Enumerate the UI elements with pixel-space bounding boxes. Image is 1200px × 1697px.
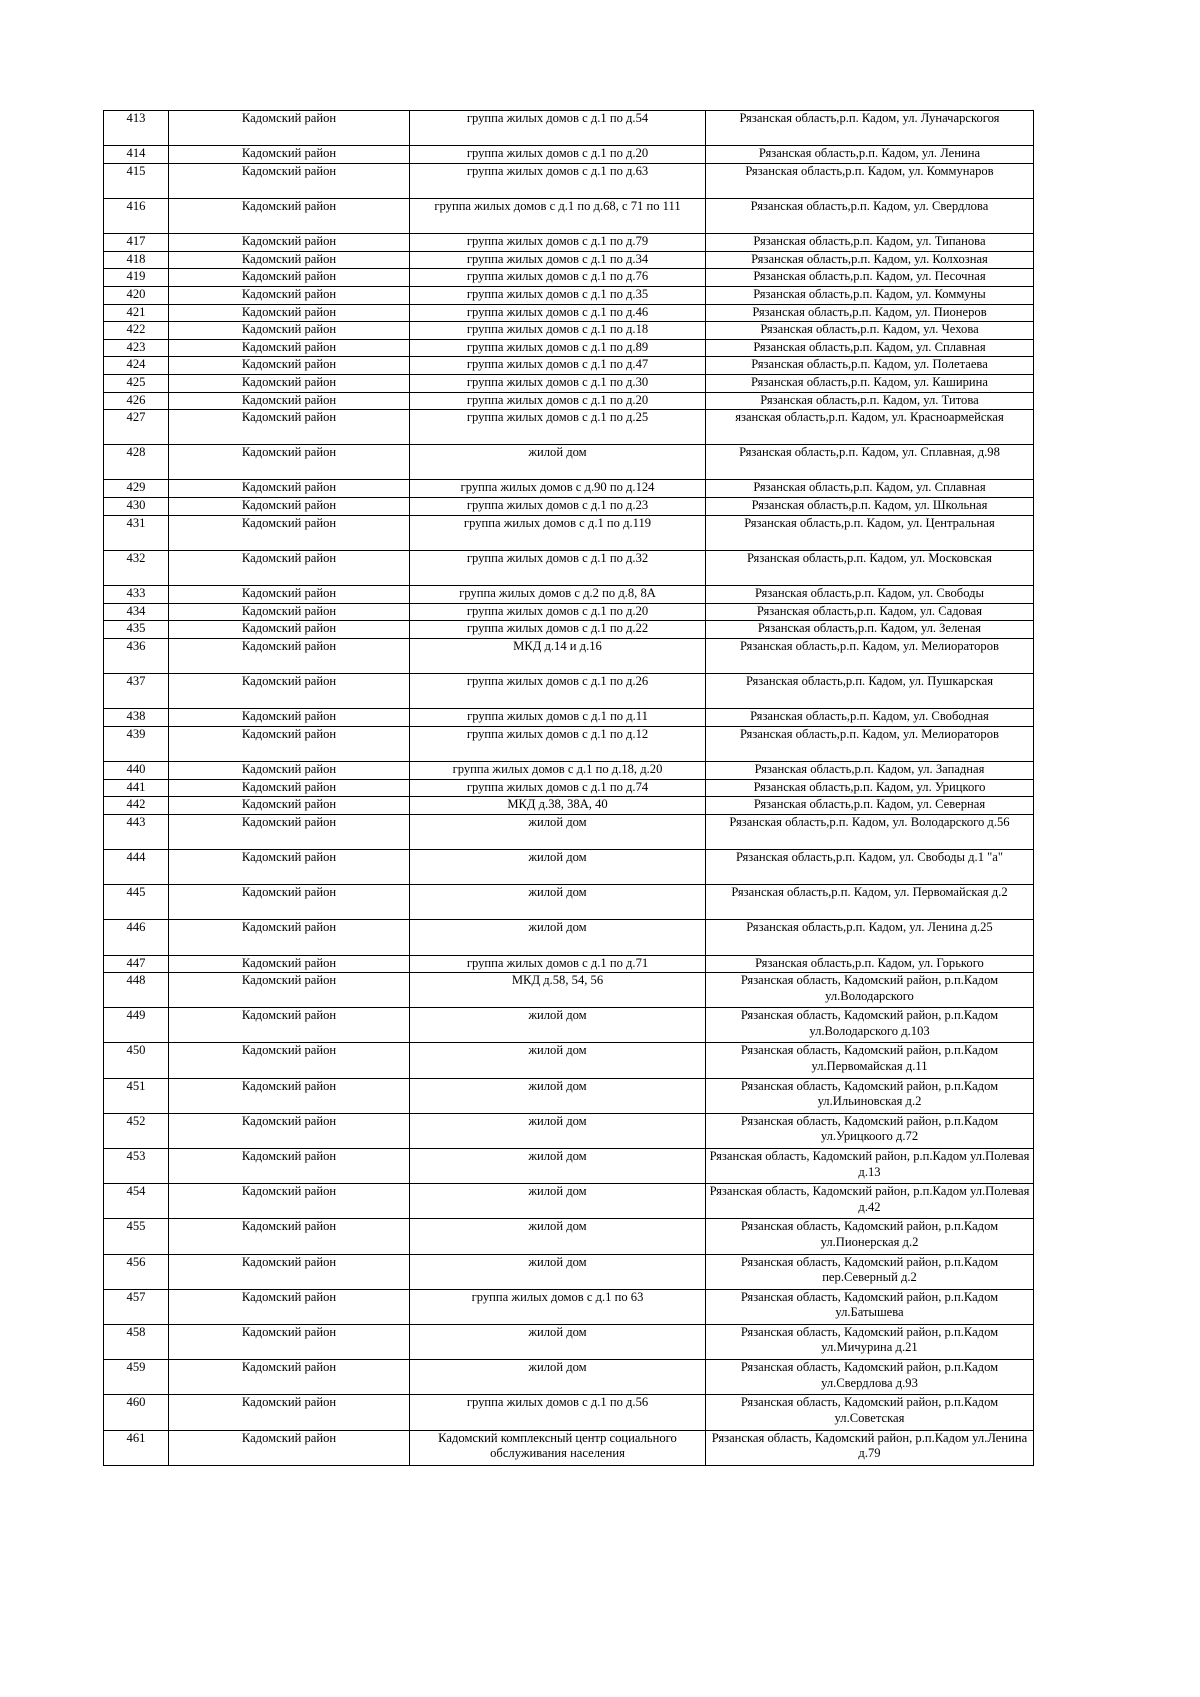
object-cell: группа жилых домов с д.1 по д.18, д.20 [410, 761, 706, 779]
district-cell: Кадомский район [169, 251, 410, 269]
district-cell: Кадомский район [169, 849, 410, 884]
table-row [104, 445, 1034, 480]
row-number-cell: 433 [104, 586, 169, 604]
table-row [104, 779, 1034, 797]
address-cell: Рязанская область, Кадомский район, р.п.Кадом ул.Пионерская д.2 [706, 1219, 1034, 1254]
table-row [104, 1043, 1034, 1078]
row-number-cell: 413 [104, 111, 169, 146]
table-row [104, 374, 1034, 392]
address-cell: Рязанская область,р.п. Кадом, ул. Западная [706, 761, 1034, 779]
address-cell: Рязанская область,р.п. Кадом, ул. Колхозная [706, 251, 1034, 269]
row-number-cell: 450 [104, 1043, 169, 1078]
table-row [104, 674, 1034, 709]
district-cell: Кадомский район [169, 603, 410, 621]
object-cell: МКД д.58, 54, 56 [410, 973, 706, 1008]
address-cell: Рязанская область,р.п. Кадом, ул. Садовая [706, 603, 1034, 621]
address-cell: Рязанская область,р.п. Кадом, ул. Горького [706, 955, 1034, 973]
object-cell: группа жилых домов с д.1 по д.25 [410, 410, 706, 445]
row-number-cell: 444 [104, 849, 169, 884]
row-number-cell: 440 [104, 761, 169, 779]
address-cell: Рязанская область,р.п. Кадом, ул. Сплавная [706, 480, 1034, 498]
table-row [104, 726, 1034, 761]
table-row [104, 410, 1034, 445]
object-cell: группа жилых домов с д.2 по д.8, 8А [410, 586, 706, 604]
object-cell: группа жилых домов с д.1 по д.22 [410, 621, 706, 639]
district-cell: Кадомский район [169, 1254, 410, 1289]
row-number-cell: 460 [104, 1395, 169, 1430]
table-row [104, 357, 1034, 375]
address-cell: Рязанская область, Кадомский район, р.п.Кадом ул.Ленина д.79 [706, 1430, 1034, 1465]
object-cell: группа жилых домов с д.1 по д.32 [410, 550, 706, 585]
object-cell: жилой дом [410, 920, 706, 955]
object-cell: группа жилых домов с д.1 по д.71 [410, 955, 706, 973]
address-cell: Рязанская область, Кадомский район, р.п.Кадом ул.Володарского [706, 973, 1034, 1008]
address-cell: Рязанская область, Кадомский район, р.п.Кадом ул.Свердлова д.93 [706, 1360, 1034, 1395]
row-number-cell: 422 [104, 322, 169, 340]
address-cell: Рязанская область,р.п. Кадом, ул. Московская [706, 550, 1034, 585]
object-cell: группа жилых домов с д.1 по д.54 [410, 111, 706, 146]
row-number-cell: 436 [104, 638, 169, 673]
table-row [104, 269, 1034, 287]
address-cell: Рязанская область,р.п. Кадом, ул. Мелиораторов [706, 726, 1034, 761]
table-row [104, 1219, 1034, 1254]
row-number-cell: 456 [104, 1254, 169, 1289]
object-cell: жилой дом [410, 814, 706, 849]
row-number-cell: 448 [104, 973, 169, 1008]
address-cell: Рязанская область,р.п. Кадом, ул. Первомайская д.2 [706, 885, 1034, 920]
row-number-cell: 414 [104, 146, 169, 164]
table-row [104, 339, 1034, 357]
address-cell: Рязанская область, Кадомский район, р.п.Кадом ул.Ильиновская д.2 [706, 1078, 1034, 1113]
object-cell: группа жилых домов с д.1 по д.30 [410, 374, 706, 392]
object-cell: жилой дом [410, 1254, 706, 1289]
table-row [104, 1254, 1034, 1289]
district-cell: Кадомский район [169, 339, 410, 357]
object-cell: МКД д.14 и д.16 [410, 638, 706, 673]
object-cell: группа жилых домов с д.1 по д.18 [410, 322, 706, 340]
table-row [104, 198, 1034, 233]
object-cell: группа жилых домов с д.1 по д.76 [410, 269, 706, 287]
object-cell: группа жилых домов с д.1 по д.11 [410, 709, 706, 727]
district-cell: Кадомский район [169, 709, 410, 727]
row-number-cell: 459 [104, 1360, 169, 1395]
table-row [104, 1360, 1034, 1395]
row-number-cell: 443 [104, 814, 169, 849]
row-number-cell: 449 [104, 1008, 169, 1043]
address-cell: Рязанская область,р.п. Кадом, ул. Сплавная [706, 339, 1034, 357]
table-row [104, 304, 1034, 322]
address-cell: Рязанская область,р.п. Кадом, ул. Свободы [706, 586, 1034, 604]
district-cell: Кадомский район [169, 111, 410, 146]
row-number-cell: 455 [104, 1219, 169, 1254]
address-cell: Рязанская область, Кадомский район, р.п.Кадом ул.Полевая д.13 [706, 1149, 1034, 1184]
district-cell: Кадомский район [169, 198, 410, 233]
table-row [104, 111, 1034, 146]
table-row [104, 638, 1034, 673]
object-cell: жилой дом [410, 1113, 706, 1148]
object-cell: группа жилых домов с д.1 по д.35 [410, 286, 706, 304]
address-cell: Рязанская область, Кадомский район, р.п.Кадом ул.Батышева [706, 1289, 1034, 1324]
row-number-cell: 418 [104, 251, 169, 269]
district-cell: Кадомский район [169, 1008, 410, 1043]
row-number-cell: 438 [104, 709, 169, 727]
table-row [104, 163, 1034, 198]
district-cell: Кадомский район [169, 163, 410, 198]
object-cell: жилой дом [410, 1043, 706, 1078]
table-row [104, 761, 1034, 779]
table-row [104, 1078, 1034, 1113]
row-number-cell: 458 [104, 1324, 169, 1359]
table-row [104, 286, 1034, 304]
object-cell: группа жилых домов с д.90 по д.124 [410, 480, 706, 498]
district-cell: Кадомский район [169, 146, 410, 164]
table-row [104, 1008, 1034, 1043]
district-cell: Кадомский район [169, 304, 410, 322]
row-number-cell: 437 [104, 674, 169, 709]
table-row [104, 955, 1034, 973]
row-number-cell: 415 [104, 163, 169, 198]
object-cell: группа жилых домов с д.1 по д.12 [410, 726, 706, 761]
object-cell: группа жилых домов с д.1 по д.20 [410, 146, 706, 164]
object-cell: группа жилых домов с д.1 по д.20 [410, 392, 706, 410]
table-row [104, 392, 1034, 410]
table-row [104, 849, 1034, 884]
object-cell: группа жилых домов с д.1 по д.20 [410, 603, 706, 621]
object-cell: группа жилых домов с д.1 по д.47 [410, 357, 706, 375]
row-number-cell: 416 [104, 198, 169, 233]
address-cell: Рязанская область,р.п. Кадом, ул. Сплавная, д.98 [706, 445, 1034, 480]
address-cell: Рязанская область,р.п. Кадом, ул. Каширина [706, 374, 1034, 392]
district-cell: Кадомский район [169, 674, 410, 709]
row-number-cell: 425 [104, 374, 169, 392]
object-cell: МКД д.38, 38А, 40 [410, 797, 706, 815]
object-cell: жилой дом [410, 1078, 706, 1113]
table-row [104, 814, 1034, 849]
address-cell: Рязанская область, Кадомский район, р.п.Кадом ул.Володарского д.103 [706, 1008, 1034, 1043]
object-cell: группа жилых домов с д.1 по д.23 [410, 498, 706, 516]
address-cell: язанская область,р.п. Кадом, ул. Красноармейская [706, 410, 1034, 445]
district-cell: Кадомский район [169, 920, 410, 955]
table-row [104, 322, 1034, 340]
address-cell: Рязанская область,р.п. Кадом, ул. Мелиораторов [706, 638, 1034, 673]
district-cell: Кадомский район [169, 1395, 410, 1430]
row-number-cell: 445 [104, 885, 169, 920]
district-cell: Кадомский район [169, 1113, 410, 1148]
address-cell: Рязанская область,р.п. Кадом, ул. Ленина д.25 [706, 920, 1034, 955]
row-number-cell: 454 [104, 1184, 169, 1219]
row-number-cell: 430 [104, 498, 169, 516]
district-cell: Кадомский район [169, 322, 410, 340]
district-cell: Кадомский район [169, 498, 410, 516]
district-cell: Кадомский район [169, 1043, 410, 1078]
row-number-cell: 432 [104, 550, 169, 585]
row-number-cell: 429 [104, 480, 169, 498]
table-row [104, 621, 1034, 639]
object-cell: жилой дом [410, 1184, 706, 1219]
row-number-cell: 423 [104, 339, 169, 357]
row-number-cell: 461 [104, 1430, 169, 1465]
object-cell: группа жилых домов с д.1 по д.68, с 71 по 111 [410, 198, 706, 233]
table-row [104, 1430, 1034, 1465]
document-sheet [103, 110, 1033, 1466]
table-row [104, 1289, 1034, 1324]
table-row [104, 603, 1034, 621]
object-cell: жилой дом [410, 1219, 706, 1254]
address-cell: Рязанская область, Кадомский район, р.п.Кадом ул.Полевая д.42 [706, 1184, 1034, 1219]
district-cell: Кадомский район [169, 1430, 410, 1465]
object-cell: Кадомский комплексный центр социального обслуживания населения [410, 1430, 706, 1465]
table-row [104, 234, 1034, 252]
district-cell: Кадомский район [169, 621, 410, 639]
object-cell: группа жилых домов с д.1 по д.63 [410, 163, 706, 198]
address-cell: Рязанская область,р.п. Кадом, ул. Ленина [706, 146, 1034, 164]
district-cell: Кадомский район [169, 550, 410, 585]
address-cell: Рязанская область,р.п. Кадом, ул. Свердлова [706, 198, 1034, 233]
table-row [104, 146, 1034, 164]
row-number-cell: 451 [104, 1078, 169, 1113]
district-cell: Кадомский район [169, 797, 410, 815]
address-cell: Рязанская область,р.п. Кадом, ул. Урицкого [706, 779, 1034, 797]
row-number-cell: 446 [104, 920, 169, 955]
row-number-cell: 453 [104, 1149, 169, 1184]
object-cell: жилой дом [410, 445, 706, 480]
object-cell: группа жилых домов с д.1 по д.89 [410, 339, 706, 357]
address-cell: Рязанская область, Кадомский район, р.п.Кадом пер.Северный д.2 [706, 1254, 1034, 1289]
district-cell: Кадомский район [169, 973, 410, 1008]
address-cell: Рязанская область, Кадомский район, р.п.Кадом ул.Первомайская д.11 [706, 1043, 1034, 1078]
row-number-cell: 428 [104, 445, 169, 480]
district-cell: Кадомский район [169, 286, 410, 304]
object-cell: жилой дом [410, 1324, 706, 1359]
row-number-cell: 441 [104, 779, 169, 797]
district-cell: Кадомский район [169, 761, 410, 779]
address-cell: Рязанская область,р.п. Кадом, ул. Полетаева [706, 357, 1034, 375]
address-cell: Рязанская область,р.п. Кадом, ул. Песочная [706, 269, 1034, 287]
district-cell: Кадомский район [169, 1149, 410, 1184]
table-row [104, 920, 1034, 955]
object-cell: группа жилых домов с д.1 по д.79 [410, 234, 706, 252]
row-number-cell: 426 [104, 392, 169, 410]
address-cell: Рязанская область,р.п. Кадом, ул. Титова [706, 392, 1034, 410]
object-cell: группа жилых домов с д.1 по д.56 [410, 1395, 706, 1430]
table-row [104, 550, 1034, 585]
row-number-cell: 434 [104, 603, 169, 621]
object-cell: группа жилых домов с д.1 по д.119 [410, 515, 706, 550]
table-row [104, 885, 1034, 920]
table-row [104, 797, 1034, 815]
district-cell: Кадомский район [169, 1184, 410, 1219]
address-cell: Рязанская область,р.п. Кадом, ул. Школьная [706, 498, 1034, 516]
district-cell: Кадомский район [169, 410, 410, 445]
table-row [104, 1184, 1034, 1219]
district-cell: Кадомский район [169, 392, 410, 410]
object-cell: группа жилых домов с д.1 по д.74 [410, 779, 706, 797]
object-cell: жилой дом [410, 849, 706, 884]
district-cell: Кадомский район [169, 269, 410, 287]
district-cell: Кадомский район [169, 357, 410, 375]
district-cell: Кадомский район [169, 885, 410, 920]
table-row [104, 973, 1034, 1008]
object-cell: жилой дом [410, 1360, 706, 1395]
district-cell: Кадомский район [169, 638, 410, 673]
address-cell: Рязанская область,р.п. Кадом, ул. Чехова [706, 322, 1034, 340]
object-cell: жилой дом [410, 1149, 706, 1184]
district-cell: Кадомский район [169, 726, 410, 761]
district-cell: Кадомский район [169, 234, 410, 252]
row-number-cell: 457 [104, 1289, 169, 1324]
district-cell: Кадомский район [169, 445, 410, 480]
row-number-cell: 452 [104, 1113, 169, 1148]
row-number-cell: 421 [104, 304, 169, 322]
table-row [104, 1395, 1034, 1430]
address-cell: Рязанская область,р.п. Кадом, ул. Коммунаров [706, 163, 1034, 198]
address-cell: Рязанская область,р.п. Кадом, ул. Володарского д.56 [706, 814, 1034, 849]
district-cell: Кадомский район [169, 515, 410, 550]
object-cell: группа жилых домов с д.1 по д.46 [410, 304, 706, 322]
district-cell: Кадомский район [169, 374, 410, 392]
address-cell: Рязанская область,р.п. Кадом, ул. Зеленая [706, 621, 1034, 639]
district-cell: Кадомский район [169, 814, 410, 849]
object-cell: группа жилых домов с д.1 по д.26 [410, 674, 706, 709]
table-row [104, 1324, 1034, 1359]
table-row [104, 515, 1034, 550]
table-row [104, 498, 1034, 516]
row-number-cell: 419 [104, 269, 169, 287]
address-cell: Рязанская область,р.п. Кадом, ул. Пионеров [706, 304, 1034, 322]
district-cell: Кадомский район [169, 1289, 410, 1324]
row-number-cell: 427 [104, 410, 169, 445]
district-cell: Кадомский район [169, 955, 410, 973]
row-number-cell: 442 [104, 797, 169, 815]
address-cell: Рязанская область,р.п. Кадом, ул. Центральная [706, 515, 1034, 550]
district-cell: Кадомский район [169, 480, 410, 498]
district-cell: Кадомский район [169, 1078, 410, 1113]
address-cell: Рязанская область, Кадомский район, р.п.Кадом ул.Мичурина д.21 [706, 1324, 1034, 1359]
table-row [104, 1113, 1034, 1148]
row-number-cell: 420 [104, 286, 169, 304]
address-cell: Рязанская область,р.п. Кадом, ул. Пушкарская [706, 674, 1034, 709]
address-cell: Рязанская область,р.п. Кадом, ул. Свободная [706, 709, 1034, 727]
registry-table [103, 110, 1034, 1466]
row-number-cell: 424 [104, 357, 169, 375]
row-number-cell: 447 [104, 955, 169, 973]
object-cell: жилой дом [410, 1008, 706, 1043]
address-cell: Рязанская область, Кадомский район, р.п.Кадом ул.Советская [706, 1395, 1034, 1430]
district-cell: Кадомский район [169, 1360, 410, 1395]
address-cell: Рязанская область,р.п. Кадом, ул. Свободы д.1 "а" [706, 849, 1034, 884]
table-row [104, 709, 1034, 727]
district-cell: Кадомский район [169, 1324, 410, 1359]
table-row [104, 1149, 1034, 1184]
table-row [104, 251, 1034, 269]
object-cell: жилой дом [410, 885, 706, 920]
row-number-cell: 417 [104, 234, 169, 252]
address-cell: Рязанская область,р.п. Кадом, ул. Северная [706, 797, 1034, 815]
row-number-cell: 435 [104, 621, 169, 639]
object-cell: группа жилых домов с д.1 по д.34 [410, 251, 706, 269]
row-number-cell: 431 [104, 515, 169, 550]
row-number-cell: 439 [104, 726, 169, 761]
district-cell: Кадомский район [169, 1219, 410, 1254]
address-cell: Рязанская область,р.п. Кадом, ул. Типанова [706, 234, 1034, 252]
district-cell: Кадомский район [169, 779, 410, 797]
address-cell: Рязанская область,р.п. Кадом, ул. Луначарскогоя [706, 111, 1034, 146]
address-cell: Рязанская область, Кадомский район, р.п.Кадом ул.Урицкоого д.72 [706, 1113, 1034, 1148]
address-cell: Рязанская область,р.п. Кадом, ул. Коммуны [706, 286, 1034, 304]
registry-table-body [104, 111, 1034, 1466]
district-cell: Кадомский район [169, 586, 410, 604]
table-row [104, 586, 1034, 604]
table-row [104, 480, 1034, 498]
object-cell: группа жилых домов с д.1 по 63 [410, 1289, 706, 1324]
